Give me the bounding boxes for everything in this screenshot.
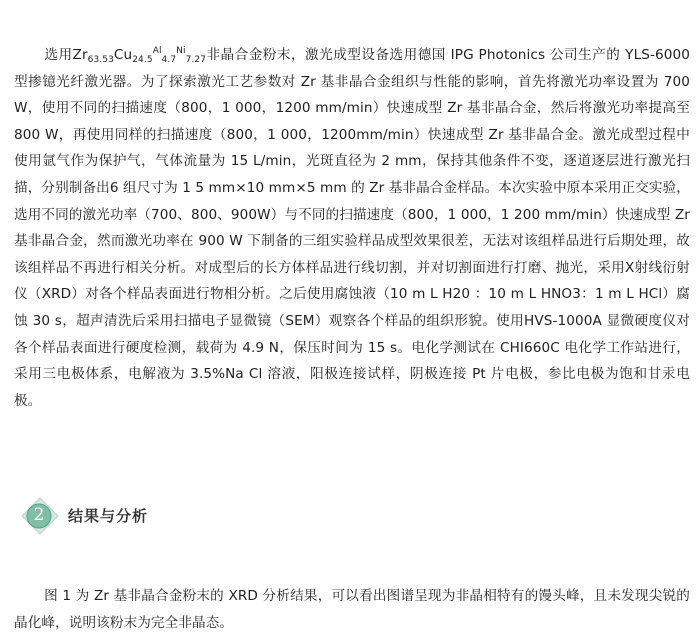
text-run: 图 1 为 Zr 基非晶合金粉末的 XRD 分析结果，可以看出图谱呈现为非晶相特有的馒头峰，且未发现尖锐的晶化峰，说明该粉末为完全非晶态。 bbox=[14, 588, 690, 631]
section-heading bbox=[18, 496, 318, 536]
subscript: 63.53 bbox=[87, 55, 114, 65]
superscript: Ni bbox=[176, 46, 186, 56]
subscript: 24.5 bbox=[132, 55, 153, 65]
section-title: 结果与分析 bbox=[68, 507, 149, 525]
text-run: 非晶合金粉末，激光成型设备选用德国 IPG Photonics 公司生产的 YLS-6000 型掺镱光纤激光器。为了探索激光工艺参数对 Zr 基非晶合金组织与性能的影响，首先将激光功率设置为 700 W，使用不同的扫描速度（800，1 000，1200 mm/min）快速成型 Zr 基非晶合金，然后将激光功率提高至 800 W，再使用同样的扫描速度（800，1 000，1200mm/min）快速成型 Zr 基非晶合金。激光成型过程中使用氩气作为保护气，气体流量为 15 L/min，光斑直径为 2 mm，保持其他条件不变，逐道逐层进行激光扫描，分别制备出6 组尺寸为 1 5 mm×10 mm×5 mm 的 Zr 基非晶合金样品。本次实验中原本采用正交实验，选用不同的激光功率（700、800、900W）与不同的扫描速度（800，1 000，1 200 mm/min）快速成型 Zr 基非晶合金，然而激光功率在 900 W 下制备的三组实验样品成型效果很差，无法对该组样品进行后期处理，故该组样品不再进行相关分析。对成型后的长方体样品进行线切割，并对切割面进行打磨、抛光，采用X射线衍射仪（XRD）对各个样品表面进行物相分析。之后使用腐蚀液（10 m L H20 ：10 m L HNO3：1 m L HCl）腐蚀 30 s，超声清洗后采用扫描电子显微镜（SEM）观察各个样品的组织形貌。使用HVS-1000A 显微硬度仪对各个样品表面进行硬度检测，载荷为 4.9 N，保压时间为 15 s。电化学测试在 CHI660C 电化学工作站进行，采用三电极体系，电解液为 3.5%Na Cl 溶液，阳极连接试样，阴极连接 Pt 片电极，参比电极为饱和甘汞电极。 bbox=[14, 47, 690, 409]
superscript: Al bbox=[152, 46, 162, 56]
experiment-paragraph bbox=[14, 42, 690, 414]
results-paragraph bbox=[14, 583, 690, 636]
element-symbol: Cu bbox=[113, 47, 133, 63]
section-number: 2 bbox=[33, 505, 45, 525]
text-run: 选用Zr bbox=[44, 47, 88, 63]
subscript: 7.27 bbox=[185, 55, 207, 65]
subscript: 4.7 bbox=[161, 55, 177, 65]
